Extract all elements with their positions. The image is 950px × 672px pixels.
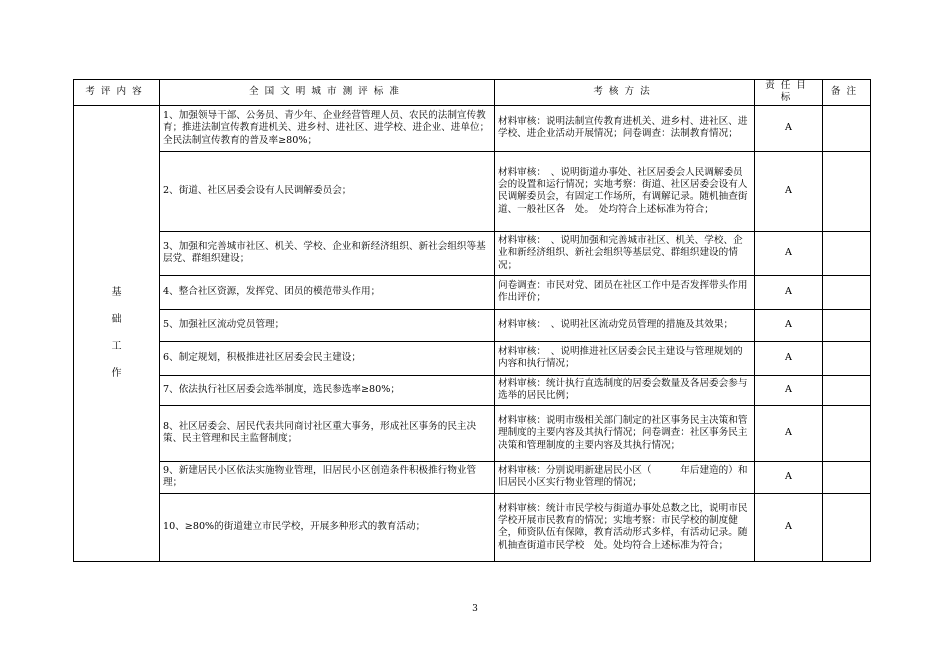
standard-cell: 4、整合社区资源，发挥党、团员的模范带头作用； bbox=[160, 275, 495, 309]
table-row bbox=[74, 151, 871, 231]
standard-cell: 9、新建居民小区依法实施物业管理，旧居民小区创造条件积极推行物业管理； bbox=[160, 461, 495, 493]
method-cell: 材料审核： 、说明推进社区居委会民主建设与管理规划的内容和执行情况； bbox=[495, 341, 755, 375]
method-cell: 问卷调查：市民对党、团员在社区工作中是否发挥带头作用作出评价； bbox=[495, 275, 755, 309]
note-cell bbox=[823, 105, 871, 151]
table-row bbox=[74, 375, 871, 405]
note-cell bbox=[823, 375, 871, 405]
header-standard: 全国文明城市测评标准 bbox=[160, 80, 495, 106]
table-row bbox=[74, 341, 871, 375]
target-cell: A bbox=[755, 341, 823, 375]
standard-cell: 5、加强社区流动党员管理； bbox=[160, 309, 495, 341]
table-row bbox=[74, 309, 871, 341]
header-target: 责任目标 bbox=[755, 80, 823, 106]
table-row bbox=[74, 275, 871, 309]
method-cell: 材料审核：说明法制宣传教育进机关、进乡村、进社区、进学校、进企业活动开展情况；问卷调查：法制教育情况； bbox=[495, 105, 755, 151]
target-cell: A bbox=[755, 375, 823, 405]
standard-cell: 7、依法执行社区居委会选举制度，选民参选率≥80%； bbox=[160, 375, 495, 405]
note-cell bbox=[823, 341, 871, 375]
standard-cell: 3、加强和完善城市社区、机关、学校、企业和新经济组织、新社会组织等基层党、群组织建设； bbox=[160, 231, 495, 275]
note-cell bbox=[823, 231, 871, 275]
target-cell: A bbox=[755, 231, 823, 275]
table-row bbox=[74, 105, 871, 151]
method-cell: 材料审核：统计执行直选制度的居委会数量及各居委会参与选举的居民比例； bbox=[495, 375, 755, 405]
evaluation-table bbox=[73, 79, 871, 562]
method-cell: 材料审核：统计市民学校与街道办事处总数之比，说明市民学校开展市民教育的情况；实地考察：市民学校的制度健全，师资队伍有保障，教育活动形式多样，有活动记录。随机抽查街道市民学校 处。处均符合上述标准为符合； bbox=[495, 493, 755, 561]
note-cell bbox=[823, 405, 871, 461]
method-cell: 材料审核：分别说明新建居民小区（ 年后建造的）和旧居民小区实行物业管理的情况； bbox=[495, 461, 755, 493]
category-label: 基 础 工 作 bbox=[111, 287, 122, 380]
target-cell: A bbox=[755, 461, 823, 493]
target-cell: A bbox=[755, 405, 823, 461]
table-row bbox=[74, 461, 871, 493]
method-cell: 材料审核： 、说明加强和完善城市社区、机关、学校、企业和新经济组织、新社会组织等基层党、群组织建设的情况； bbox=[495, 231, 755, 275]
note-cell bbox=[823, 309, 871, 341]
method-cell: 材料审核： 、说明社区流动党员管理的措施及其效果； bbox=[495, 309, 755, 341]
standard-cell: 8、社区居委会、居民代表共同商讨社区重大事务，形成社区事务的民主决策、民主管理和民主监督制度； bbox=[160, 405, 495, 461]
table-row bbox=[74, 405, 871, 461]
note-cell bbox=[823, 461, 871, 493]
target-cell: A bbox=[755, 493, 823, 561]
method-cell: 材料审核： 、说明街道办事处、社区居委会人民调解委员会的设置和运行情况；实地考察：街道、社区居委会设有人民调解委员会，有固定工作场所，有调解记录。随机抽查街道、一般社区各 处。 处均符合上述标准为符合； bbox=[495, 151, 755, 231]
note-cell bbox=[823, 493, 871, 561]
target-cell: A bbox=[755, 309, 823, 341]
header-method: 考核方法 bbox=[495, 80, 755, 106]
method-cell: 材料审核：说明市级相关部门制定的社区事务民主决策和管理制度的主要内容及其执行情况；问卷调查：社区事务民主决策和管理制度的主要内容及其执行情况； bbox=[495, 405, 755, 461]
table-row bbox=[74, 493, 871, 561]
standard-cell: 1、加强领导干部、公务员、青少年、企业经营管理人员、农民的法制宣传教育；推进法制宣传教育进机关、进乡村、进社区、进学校、进企业、进单位；全民法制宣传教育的普及率≥80%； bbox=[160, 105, 495, 151]
category-cell bbox=[74, 105, 160, 561]
page-number: 3 bbox=[472, 604, 478, 614]
table-row bbox=[74, 231, 871, 275]
standard-cell: 10、≥80%的街道建立市民学校，开展多种形式的教育活动； bbox=[160, 493, 495, 561]
table-header-row bbox=[74, 80, 871, 106]
target-cell: A bbox=[755, 105, 823, 151]
standard-cell: 6、制定规划，积极推进社区居委会民主建设； bbox=[160, 341, 495, 375]
target-cell: A bbox=[755, 151, 823, 231]
header-category: 考评内容 bbox=[74, 80, 160, 106]
note-cell bbox=[823, 151, 871, 231]
target-cell: A bbox=[755, 275, 823, 309]
header-note: 备注 bbox=[823, 80, 871, 106]
standard-cell: 2、街道、社区居委会设有人民调解委员会； bbox=[160, 151, 495, 231]
note-cell bbox=[823, 275, 871, 309]
